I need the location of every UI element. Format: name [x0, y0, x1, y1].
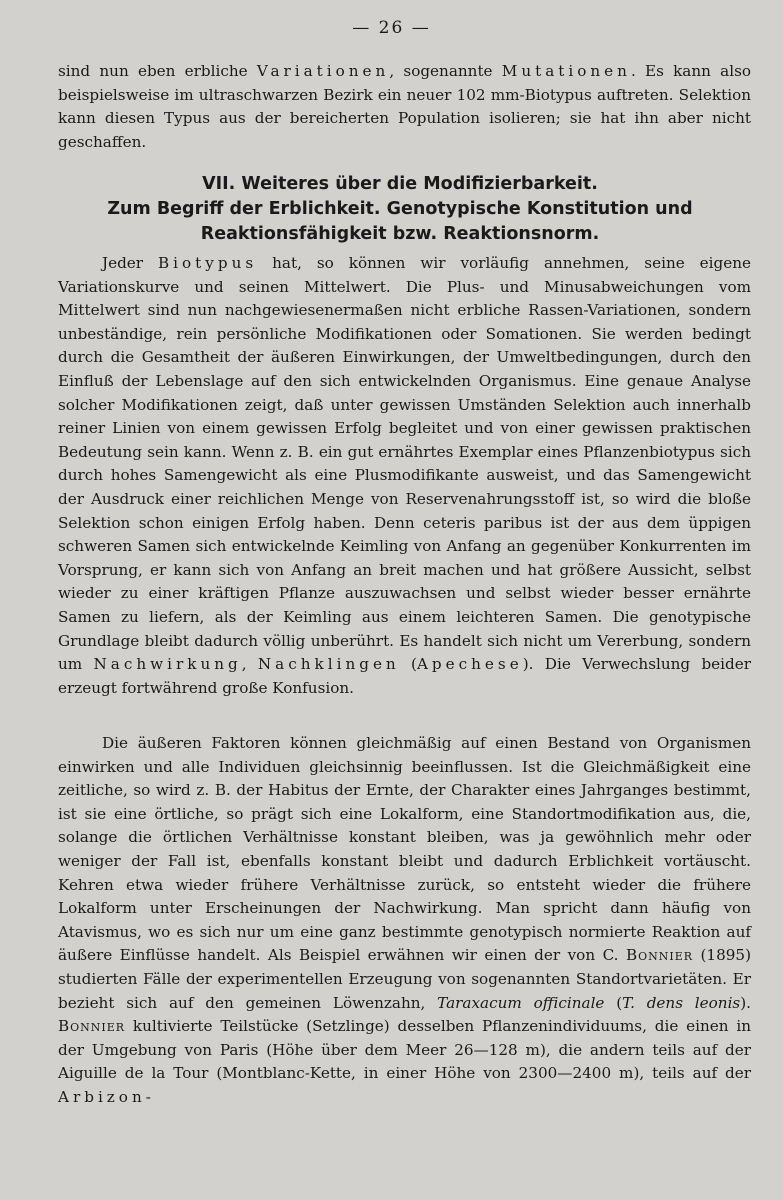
author-name: Bonnier: [58, 1017, 126, 1036]
text-run: kultivierte Teilstücke (Setzlinge) desselben Pflanzenindividuums, die einen in der Umgebung von Paris (Höhe über dem Meer 26—128 m), die andern teils auf der Aiguille de la Tour (Montblanc-Kette, in einer Höhe von 2300—2400 m), teils auf der: [58, 1017, 751, 1083]
text-run: sind nun eben erbliche: [58, 62, 257, 80]
body-paragraph-1: [58, 252, 751, 700]
text-run: hat, so können wir vorläufig annehmen, seine eigene Variationskurve und seinen Mittelwert. Die Plus- und Minusabweichungen vom Mittelwert sind nun nachgewiesenermaßen nicht erbliche Rassen-Variationen, sondern unbeständige, rein persönliche Modifikationen oder Somationen. Sie werden bedingt durch die Gesamtheit der äußeren Einwirkungen, der Umweltbedingungen, durch den Einfluß der Lebenslage auf den sich entwickelnden Organismus. Eine genaue Analyse solcher Modifikationen zeigt, daß unter gewissen Umständen Selektion auch innerhalb reiner Linien von einem gewissen Erfolg begleitet und von einer gewissen praktischen Bedeutung sein kann. Wenn z. B. ein gut ernährtes Exemplar eines Pflanzenbiotypus sich durch hohes Samengewicht als eine Plusmodifikante ausweist, und das Samengewicht der Ausdruck einer reichlichen Menge von Reservenahrungsstoff ist, so wird die bloße Selektion schon einigen Erfolg haben. Denn ceteris paribus ist der aus dem üppigen schweren Samen sich entwickelnde Keimling von Anfang an gegenüber Konkurrenten im Vorsprung, er kann sich von Anfang an breit machen und hat größere Aussicht, selbst wieder zu einer kräftigen Pflanze auszuwachsen und selbst wieder besser ernährte Samen zu liefern, als der Keimling aus einem leichteren Samen. Die genotypische Grundlage bleibt dadurch völlig unberührt. Es handelt sich nicht um Vererbung, sondern um: [58, 254, 751, 674]
text-run: (: [399, 655, 417, 674]
text-run: ,: [241, 655, 258, 674]
spaced-term: Arbizon-: [58, 1087, 155, 1106]
paragraph-1-text: [58, 252, 751, 700]
text-run: Die äußeren Faktoren können gleichmäßig auf einen Bestand von Organismen einwirken und alle Individuen gleichsinnig beeinflussen. Ist die Gleichmäßigkeit eine zeitliche, so wird z. B. der Habitus der Ernte, der Charakter eines Jahrganges bestimmt, ist sie eine örtliche, so prägt sich eine Lokalform, eine Standortmodifikation aus, die, solange die örtlichen Verhältnisse konstant bleiben, was ja gewöhnlich mehr oder weniger der Fall ist, ebenfalls konstant bleibt und dadurch Erblichkeit vortäuscht. Kehren etwa wieder frühere Verhältnisse zurück, so entsteht wieder die frühere Lokalform unter Erscheinungen der Nachwirkung. Man spricht dann häufig von Atavismus, wo es sich nur um eine ganz bestimmte genotypisch normierte Reaktion auf äußere Einflüsse handelt. Als Beispiel erwähnen wir einen der von C.: [58, 734, 751, 965]
lead-paragraph: [58, 60, 751, 154]
species-name: Taraxacum officinale: [437, 993, 605, 1012]
section-heading-line-1: VII. Weiteres über die Modifizierbarkeit.: [202, 174, 598, 194]
spaced-term: Apechese: [416, 655, 523, 674]
text-run: , sogenannte: [389, 62, 502, 80]
spaced-term: Nachwirkung: [93, 655, 242, 674]
section-heading-line-2: Zum Begriff der Erblichkeit. Genotypische Konstitution und Reaktionsfähigkeit bzw. Reaktionsnorm.: [107, 199, 693, 244]
spaced-term: Biotypus: [158, 254, 258, 272]
text-run: ). Die Verwechslung beider erzeugt fortwährend große Konfusion.: [58, 655, 751, 697]
text-run: ).: [740, 993, 751, 1012]
spaced-term: Mutationen: [501, 62, 631, 80]
body-paragraph-2: [58, 732, 751, 1110]
lead-paragraph-text: [58, 60, 751, 154]
text-run: (1895) studierten Fälle der experimentellen Erzeugung von sogenannten Standortvarietäten. Er bezieht sich auf den gemeinen Löwenzahn,: [58, 946, 751, 1012]
text-run: Jeder: [102, 254, 159, 272]
text-run: (: [604, 993, 623, 1012]
spaced-term: Nachklingen: [257, 655, 400, 674]
section-heading: [50, 172, 750, 247]
paragraph-2-text: [58, 732, 751, 1110]
species-name: T. dens leonis: [622, 993, 741, 1012]
text-run: . Es kann also beispielsweise im ultraschwarzen Bezirk ein neuer 102 mm-Biotypus auftreten. Selektion kann diesen Typus aus der bereicherten Population isolieren; sie hat ihn aber nicht geschaffen.: [58, 62, 752, 151]
page-number: — 26 —: [352, 18, 431, 38]
spaced-term: Variationen: [256, 62, 390, 80]
author-name: Bonnier: [625, 946, 694, 965]
